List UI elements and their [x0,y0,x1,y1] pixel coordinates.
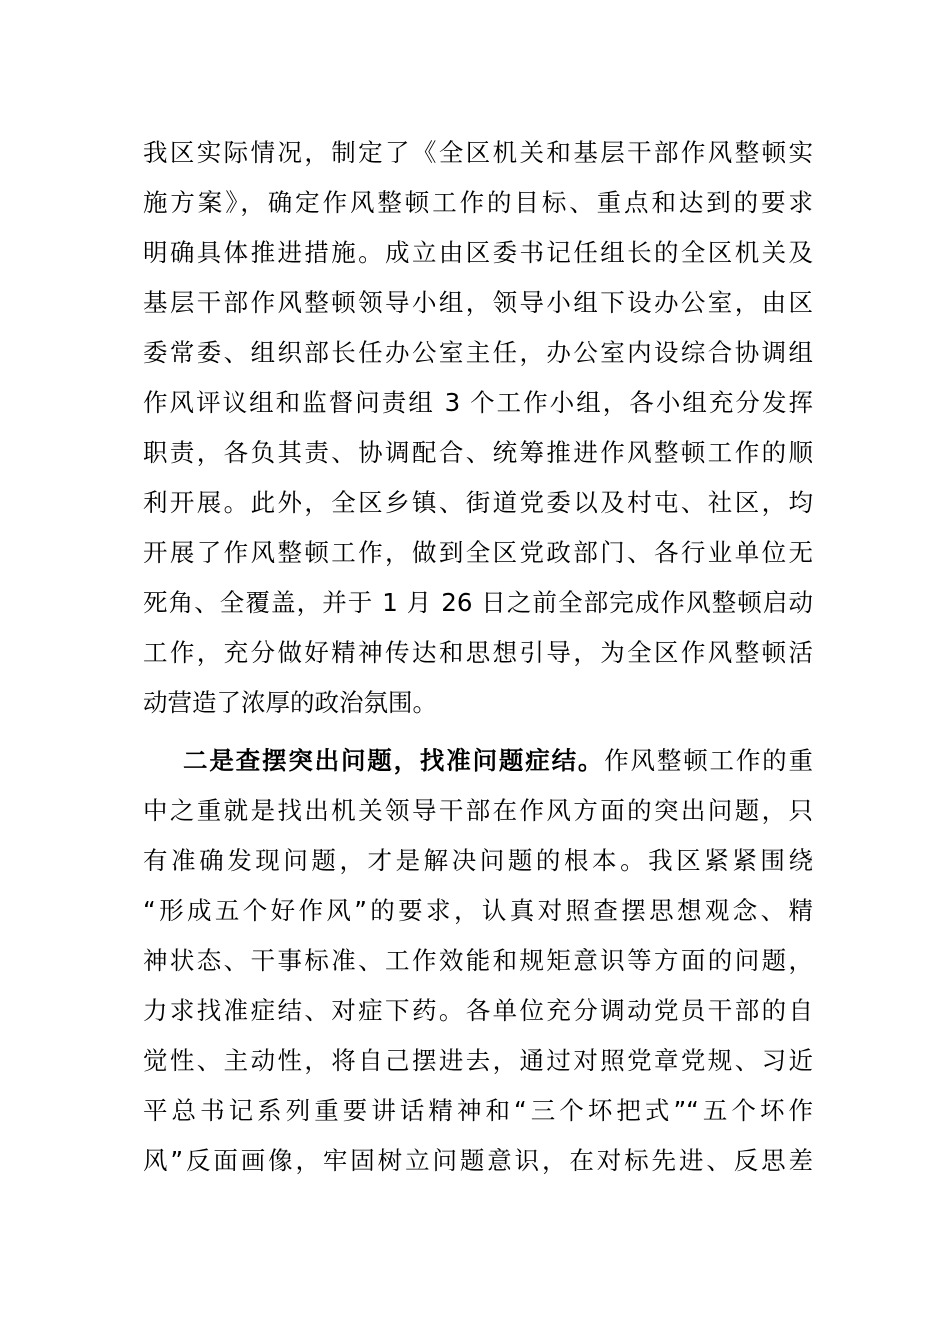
text-line: 平总书记系列重要讲话精神和“三个坏把式”“五个坏作 [143,1096,813,1125]
text-line: 神状态、干事标准、工作效能和规矩意识等方面的问题， [143,946,813,975]
text-line: 风”反面画像，牢固树立问题意识，在对标先进、反思差 [143,1146,813,1175]
paragraph-heading: 二是查摆突出问题，找准问题症结。 [183,746,605,775]
text-line: 利开展。此外，全区乡镇、街道党委以及村屯、社区，均 [143,488,813,517]
text-line: 动营造了浓厚的政治氛围。 [143,688,437,717]
paragraph-first-line [143,736,813,786]
text-run: 作风整顿工作的重 [604,746,814,775]
text-line: 施方案》，确定作风整顿工作的目标、重点和达到的要求 [143,188,813,217]
text-line: 作风评议组和监督问责组 3 个工作小组，各小组充分发挥 [143,388,813,417]
paragraph-2 [143,736,813,1186]
text-line: 工作，充分做好精神传达和思想引导，为全区作风整顿活 [143,638,813,667]
text-line: “形成五个好作风”的要求，认真对照查摆思想观念、精 [143,896,813,925]
text-line: 中之重就是找出机关领导干部在作风方面的突出问题，只 [143,796,813,825]
text-line: 觉性、主动性，将自己摆进去，通过对照党章党规、习近 [143,1046,813,1075]
text-line: 我区实际情况，制定了《全区机关和基层干部作风整顿实 [143,138,813,167]
text-line: 开展了作风整顿工作，做到全区党政部门、各行业单位无 [143,538,813,567]
text-line: 力求找准症结、对症下药。各单位充分调动党员干部的自 [143,996,813,1025]
text-line: 职责，各负其责、协调配合、统筹推进作风整顿工作的顺 [143,438,813,467]
text-line: 有准确发现问题，才是解决问题的根本。我区紧紧围绕 [143,846,813,875]
text-line: 死角、全覆盖，并于 1 月 26 日之前全部完成作风整顿启动 [143,588,813,617]
text-line: 基层干部作风整顿领导小组，领导小组下设办公室，由区 [143,288,813,317]
paragraph-1 [143,128,813,728]
text-line: 委常委、组织部长任办公室主任，办公室内设综合协调组 [143,338,813,367]
text-line: 明确具体推进措施。成立由区委书记任组长的全区机关及 [143,238,813,267]
